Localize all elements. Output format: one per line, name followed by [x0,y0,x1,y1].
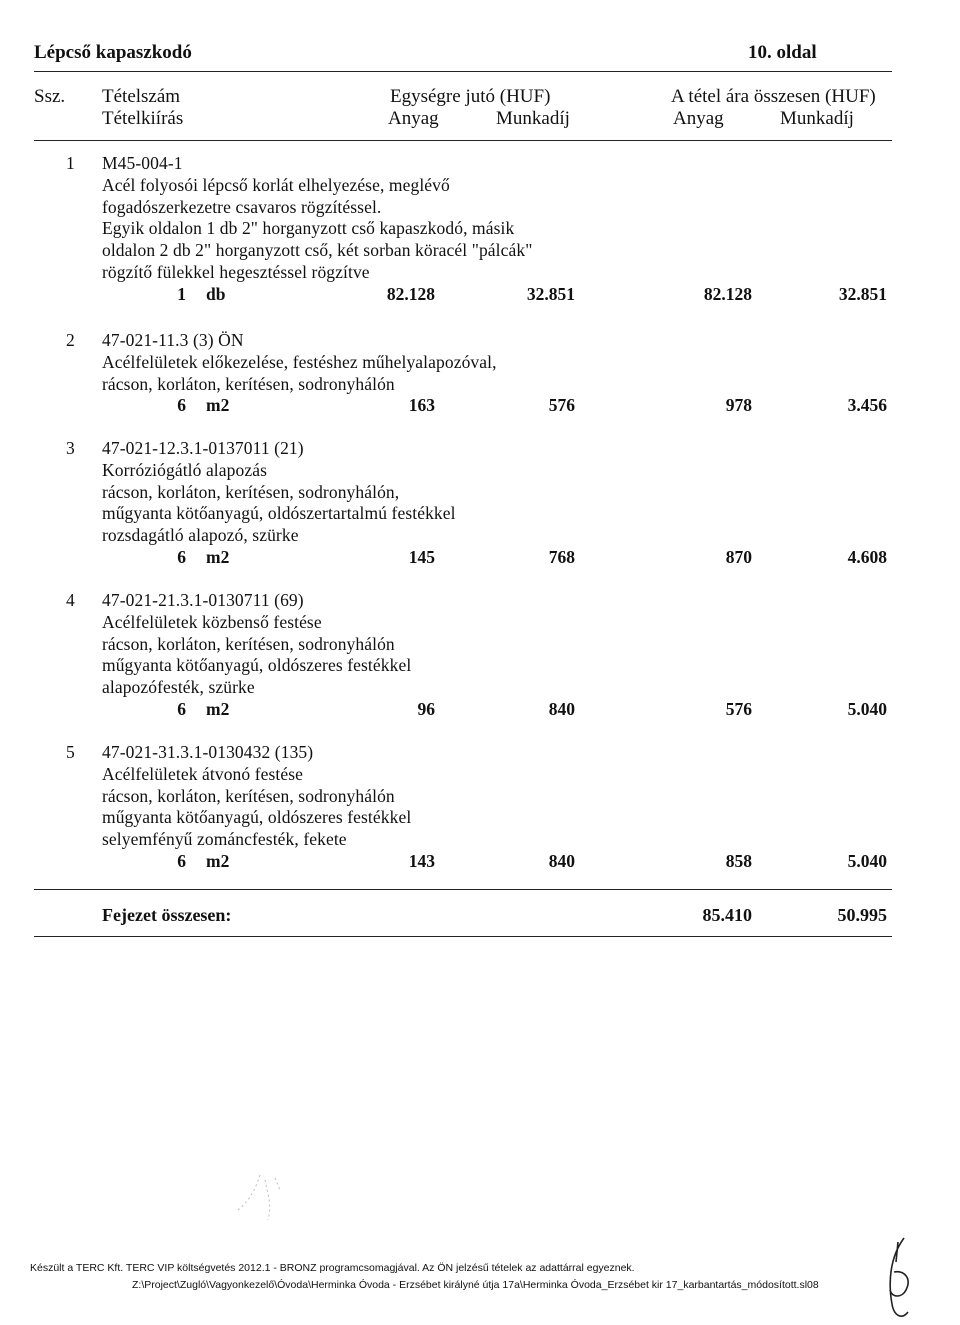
summary-total-material: 85.410 [702,905,752,925]
item-description-line: fogadószerkezetre csavaros rögzítéssel. [102,196,382,217]
item-unit-labor: 768 [548,547,575,567]
item-quantity: 6 [177,699,186,719]
item-number: 5 [66,742,75,762]
item-unit-labor: 840 [548,699,575,719]
item-code: M45-004-1 [102,153,183,173]
item-description-line: műgyanta kötőanyagú, oldószertartalmú festékkel [102,503,456,524]
item-description-line: műgyanta kötőanyagú, oldószeres festékkel [102,655,412,676]
item-unit-material: 82.128 [386,283,435,304]
item-total-material: 870 [725,547,752,567]
item-description-line: alapozófesték, szürke [102,677,255,698]
page-title: Lépcső kapaszkodó [34,42,192,63]
item-description-line: oldalon 2 db 2" horganyzott cső, két sorban köracél "pálcák" [102,240,533,261]
page-number: 10. oldal [748,42,817,63]
summary-total-labor: 50.995 [837,905,887,925]
item-number: 3 [66,438,75,458]
item-total-labor: 3.456 [847,395,887,416]
item-unit: m2 [206,395,230,416]
item-number: 1 [66,153,75,173]
item-description-line: Acél folyosói lépcső korlát elhelyezése, meglévő [102,174,450,195]
summary-label: Fejezet összesen: [102,905,232,925]
item-code: 47-021-21.3.1-0130711 (69) [102,590,304,610]
item-description-line: rozsdagátló alapozó, szürke [102,525,299,546]
item-total-labor: 5.040 [847,699,887,719]
item-total-labor: 4.608 [847,547,887,567]
header-total-group: A tétel ára összesen (HUF) [671,86,876,107]
header-total-material: Anyag [673,108,724,129]
item-total-material: 82.128 [703,283,752,304]
header-unit-labor: Munkadíj [496,108,570,129]
item-code: 47-021-12.3.1-0137011 (21) [102,438,304,458]
item-unit-labor: 576 [548,395,575,416]
footer-line-2: Z:\Project\Zugló\Vagyonkezelő\Óvoda\Herminka Óvoda - Erzsébet királyné útja 17a\Herminka Óvoda_Erzsébet kir 17_karbantartás_módosított.sl08 [132,1279,819,1291]
item-code: 47-021-11.3 (3) ÖN [102,330,244,350]
header-tetelszam: Tételszám [102,86,181,107]
item-description-line: rácson, korláton, kerítésen, sodronyhálón, [102,481,400,502]
item-unit: m2 [206,699,230,719]
header-unit-material: Anyag [388,108,439,129]
item-total-material: 978 [725,395,752,416]
item-total-labor: 32.851 [838,283,887,304]
item-quantity: 6 [177,395,186,416]
item-unit-labor: 840 [548,851,575,871]
header-ssz: Ssz. [34,86,66,107]
item-unit-material: 163 [408,395,435,416]
header-total-labor: Munkadíj [780,108,854,129]
summary-rule-top [34,889,892,890]
item-description-line: rácson, korláton, kerítésen, sodronyhálón [102,785,395,806]
item-description-line: műgyanta kötőanyagú, oldószeres festékkel [102,807,412,828]
item-unit-labor: 32.851 [526,283,575,304]
item-unit: db [206,283,226,304]
item-unit: m2 [206,851,230,871]
header-tetelkiiras: Tételkiírás [102,108,184,129]
item-description-line: rácson, korláton, kerítésen, sodronyhálón [102,633,395,654]
scan-mark [230,1170,310,1230]
item-description-line: rögzítő fülekkel hegesztéssel rögzítve [102,262,370,282]
item-code: 47-021-31.3.1-0130432 (135) [102,742,314,762]
item-number: 4 [66,590,75,610]
item-quantity: 6 [177,547,186,567]
item-quantity: 1 [177,283,186,304]
item-description-line: Acélfelületek átvonó festése [102,763,304,784]
header-rule-bottom [34,140,892,141]
item-total-labor: 5.040 [847,851,887,871]
footer-line-1: Készült a TERC Kft. TERC VIP költségvetés 2012.1 - BRONZ programcsomagjával. Az ÖN jelzésű tételek az adattárral egyeznek. [30,1262,635,1274]
item-total-material: 858 [725,851,752,871]
item-unit: m2 [206,547,230,567]
item-description-line: Acélfelületek közbenső festése [102,611,322,632]
item-description-line: Acélfelületek előkezelése, festéshez műhelyalapozóval, [102,351,497,372]
item-unit-material: 143 [408,851,435,871]
item-quantity: 6 [177,851,186,871]
item-description-line: Egyik oldalon 1 db 2" horganyzott cső kapaszkodó, másik [102,218,515,239]
item-total-material: 576 [725,699,752,719]
item-description-line: Korróziógátló alapozás [102,459,267,480]
item-unit-material: 145 [408,547,435,567]
item-description-line: selyemfényű zománcfesték, fekete [102,829,347,850]
header-unit-group: Egységre jutó (HUF) [390,86,551,107]
summary-rule-bottom [34,936,892,937]
signature [878,1232,918,1324]
item-unit-material: 96 [417,699,435,719]
item-description-line: rácson, korláton, kerítésen, sodronyhálón [102,373,395,394]
item-number: 2 [66,330,75,350]
header-rule-top [34,71,892,72]
